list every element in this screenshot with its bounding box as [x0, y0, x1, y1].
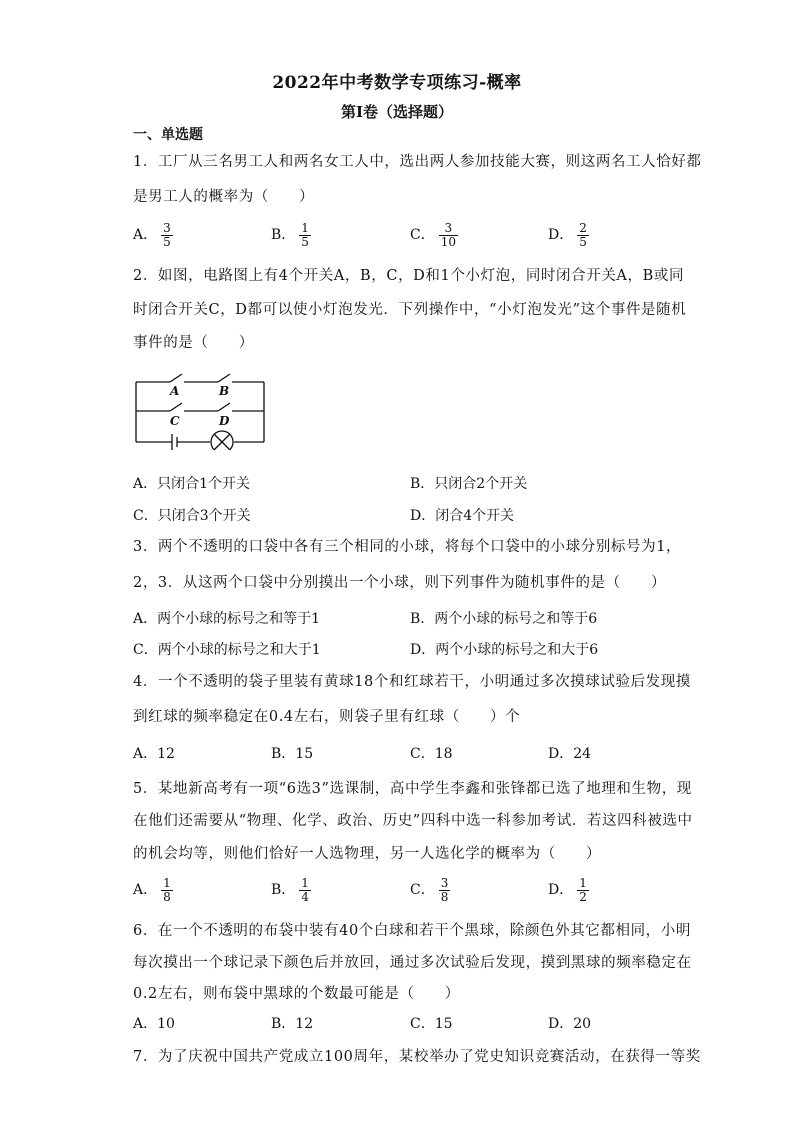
q2-option-d: D．闭合4个开关 — [410, 508, 515, 524]
q5-line-2: 在他们还需要从“物理、化学、政治、历史”四科中选一科参加考试．若这四科被选中 — [133, 813, 693, 829]
q5-option-c: C． $\frac{3}{8}$ — [410, 876, 449, 904]
switch-label-c: C — [170, 414, 180, 428]
q5-line-1: 5．某地新高考有一项“6选3”选课制，高中学生李鑫和张锋都已选了地理和生物，现 — [133, 781, 692, 797]
switch-label-d: D — [219, 414, 230, 428]
q4-option-d: D．24 — [548, 746, 592, 762]
q5-line-3: 的机会均等，则他们恰好一人选物理，另一人选化学的概率为（ ） — [133, 846, 602, 862]
page-title: 2022年中考数学专项练习-概率 — [272, 73, 522, 93]
q5-option-d: D． $\frac{1}{2}$ — [548, 876, 587, 904]
circuit-diagram — [132, 370, 272, 450]
q4-option-c: C．18 — [410, 746, 453, 762]
q1-option-a: A． $\frac{3}{5}$ — [133, 221, 171, 249]
switch-label-b: B — [219, 384, 230, 398]
q6-option-c: C．15 — [410, 1016, 453, 1032]
q5-option-b: B． $\frac{1}{4}$ — [271, 876, 309, 904]
q1-line-1: 1．工厂从三名男工人和两名女工人中，选出两人参加技能大赛，则这两名工人恰好都 — [133, 154, 702, 170]
q1-option-b: B． $\frac{1}{5}$ — [271, 221, 309, 249]
q6-line-1: 6．在一个不透明的布袋中装有40个白球和若干个黑球，除颜色外其它都相同，小明 — [133, 923, 691, 939]
q5-option-a: A． $\frac{1}{8}$ — [133, 876, 171, 904]
q3-option-d: D．两个小球的标号之和大于6 — [410, 642, 599, 658]
q3-line-2: 2，3．从这两个口袋中分别摸出一个小球，则下列事件为随机事件的是（ ） — [133, 575, 667, 591]
q4-line-2: 到红球的频率稳定在0.4左右，则袋子里有红球（ ）个 — [133, 709, 521, 725]
q3-option-c: C．两个小球的标号之和大于1 — [133, 642, 321, 658]
q4-option-a: A．12 — [133, 746, 175, 762]
q2-option-c: C．只闭合3个开关 — [133, 508, 251, 524]
q6-option-d: D．20 — [548, 1016, 592, 1032]
q6-line-2: 每次摸出一个球记录下颜色后并放回，通过多次试验后发现，摸到黑球的频率稳定在 — [133, 955, 692, 971]
switch-label-a: A — [170, 384, 180, 398]
volume-subtitle: 第I卷（选择题） — [340, 103, 454, 121]
q7-line-1: 7．为了庆祝中国共产党成立100周年，某校举办了党史知识竞赛活动，在获得一等奖 — [133, 1049, 701, 1065]
q6-line-3: 0.2左右，则布袋中黑球的个数最可能是（ ） — [133, 986, 460, 1002]
q2-line-1: 2．如图，电路图上有4个开关A，B，C，D和1个小灯泡，同时闭合开关A，B或同 — [133, 268, 685, 284]
q4-line-1: 4．一个不透明的袋子里装有黄球18个和红球若干，小明通过多次摸球试验后发现摸 — [133, 674, 691, 690]
q2-option-b: B．只闭合2个开关 — [410, 476, 528, 492]
q6-option-a: A．10 — [133, 1016, 175, 1032]
q3-option-b: B．两个小球的标号之和等于6 — [410, 611, 598, 627]
q4-option-b: B．15 — [271, 746, 314, 762]
lamp-icon — [211, 431, 233, 450]
q1-option-d: D． $\frac{2}{5}$ — [548, 221, 587, 249]
q2-line-3: 事件的是（ ） — [133, 335, 254, 351]
section-heading: 一、单选题 — [133, 127, 203, 143]
q1-option-c: C． $\frac{3}{10}$ — [410, 221, 456, 249]
q6-option-b: B．12 — [271, 1016, 314, 1032]
q1-line-2: 是男工人的概率为（ ） — [133, 189, 315, 205]
q2-line-2: 时闭合开关C，D都可以使小灯泡发光．下列操作中，“小灯泡发光”这个事件是随机 — [133, 302, 687, 318]
q3-line-1: 3．两个不透明的口袋中各有三个相同的小球，将每个口袋中的小球分别标号为1， — [133, 539, 682, 555]
q3-option-a: A．两个小球的标号之和等于1 — [133, 611, 321, 627]
q2-option-a: A．只闭合1个开关 — [133, 476, 251, 492]
